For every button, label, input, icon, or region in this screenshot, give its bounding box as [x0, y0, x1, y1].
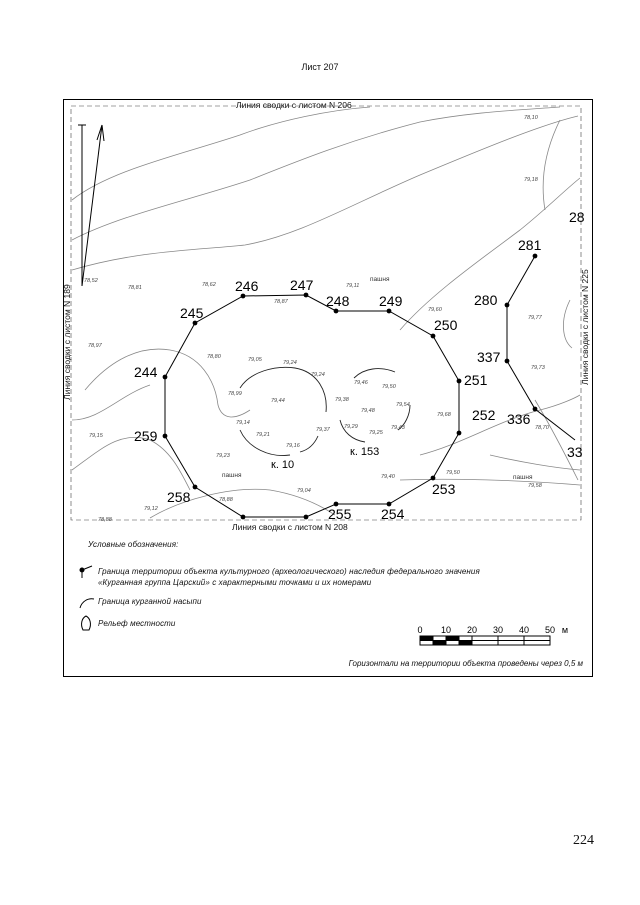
elevation-mark: 78,70 — [535, 425, 549, 431]
legend-relief-text: Рельеф местности — [98, 619, 176, 628]
elevation-mark: 79,40 — [381, 474, 395, 480]
elevation-mark: 79,77 — [528, 315, 542, 321]
elevation-mark: 79,46 — [354, 380, 368, 386]
scale-unit: м — [561, 625, 569, 635]
point-label: 249 — [379, 293, 403, 309]
scale-tick-label: 20 — [466, 625, 478, 635]
elevation-mark: 79,50 — [446, 470, 460, 476]
field-label: пашня — [370, 276, 390, 283]
elevation-mark: 78,81 — [128, 285, 142, 291]
elevation-mark: 79,21 — [256, 432, 270, 438]
point-label: 258 — [167, 489, 191, 505]
relief-icon — [82, 616, 91, 630]
elevation-mark: 79,05 — [248, 357, 262, 363]
legend-boundary-text-2: «Курганная группа Царский» с характерными точками и их номерами — [98, 578, 372, 587]
scale-tick-label: 30 — [492, 625, 504, 635]
mound-boundary-icon — [80, 599, 94, 608]
point-label: 336 — [507, 411, 531, 427]
contour-note: Горизонтали на территории объекта проведены через 0,5 м — [348, 659, 583, 668]
elevation-mark: 78,87 — [274, 299, 288, 305]
legend-mound-text: Граница курганной насыпи — [98, 597, 202, 606]
field-label: пашня — [513, 474, 533, 481]
sheet-title: Лист 207 — [301, 62, 339, 72]
elevation-mark: 78,88 — [219, 497, 233, 503]
elevation-mark: 79,68 — [437, 412, 451, 418]
elevation-mark: 79,24 — [311, 372, 325, 378]
scale-tick-label: 0 — [417, 625, 423, 635]
elevation-mark: 79,37 — [316, 427, 330, 433]
mound-boundaries — [240, 367, 410, 455]
point-label-fragment: 28 — [569, 209, 585, 225]
point-label: 280 — [474, 292, 498, 308]
elevation-mark: 79,54 — [396, 402, 410, 408]
elevation-mark: 79,25 — [369, 430, 383, 436]
north-arrow-icon — [78, 125, 104, 286]
elevation-mark: 79,11 — [346, 283, 360, 289]
elevation-mark: 78,80 — [207, 354, 221, 360]
point-label: 254 — [381, 506, 405, 522]
legend-header: Условные обозначения: — [88, 540, 179, 549]
elevation-mark: 78,99 — [228, 391, 242, 397]
point-label: 245 — [180, 305, 204, 321]
elevation-mark: 79,50 — [382, 384, 396, 390]
elevation-mark: 79,58 — [528, 483, 542, 489]
elevation-mark: 79,23 — [216, 453, 230, 459]
border-label-right: Линия сводки с листом N 225 — [580, 269, 590, 385]
relief-contours — [72, 107, 580, 518]
legend-symbols — [80, 566, 94, 630]
border-label-bottom: Линия сводки с листом N 208 — [232, 522, 348, 532]
page-number: 224 — [573, 833, 594, 848]
point-label: 250 — [434, 317, 458, 333]
point-label: 252 — [472, 407, 496, 423]
point-label: 244 — [134, 364, 158, 380]
elevation-mark: 78,62 — [202, 282, 216, 288]
mound-label: к. 153 — [350, 446, 380, 458]
border-label-top: Линия сводки с листом N 206 — [236, 100, 352, 110]
legend-boundary-text: Граница территории объекта культурного (археологического) наследия федерального значения — [98, 567, 480, 576]
scale-bar — [420, 636, 550, 645]
scale-tick-label: 50 — [544, 625, 556, 635]
elevation-mark: 79,60 — [428, 307, 442, 313]
elevation-mark: 78,10 — [524, 115, 538, 121]
point-label: 255 — [328, 506, 352, 522]
field-label: пашня — [222, 472, 242, 479]
elevation-mark: 79,43 — [391, 425, 405, 431]
point-label: 253 — [432, 481, 456, 497]
elevation-mark: 79,38 — [335, 397, 349, 403]
mound-label: к. 10 — [271, 459, 295, 471]
elevation-mark: 79,12 — [144, 506, 158, 512]
elevation-mark: 79,48 — [361, 408, 375, 414]
elevation-mark: 79,24 — [283, 360, 297, 366]
point-label: 247 — [290, 277, 314, 293]
elevation-mark: 79,14 — [236, 420, 250, 426]
point-label: 251 — [464, 372, 488, 388]
point-label-fragment: 33 — [567, 444, 583, 460]
elevation-mark: 79,16 — [286, 443, 300, 449]
scale-tick-label: 40 — [518, 625, 530, 635]
point-label: 281 — [518, 237, 542, 253]
elevation-mark: 78,97 — [88, 343, 102, 349]
elevation-mark: 79,73 — [531, 365, 545, 371]
elevation-mark: 79,15 — [89, 433, 103, 439]
point-label: 259 — [134, 428, 158, 444]
scale-tick-label: 10 — [440, 625, 452, 635]
elevation-mark: 79,44 — [271, 398, 285, 404]
elevation-mark: 79,18 — [524, 177, 538, 183]
elevation-mark: 79,04 — [297, 488, 311, 494]
point-label: 248 — [326, 293, 350, 309]
elevation-mark: 79,29 — [344, 424, 358, 430]
point-label: 337 — [477, 349, 501, 365]
elevation-mark: 78,52 — [84, 278, 98, 284]
point-label: 246 — [235, 278, 259, 294]
elevation-mark: 78,88 — [98, 517, 112, 523]
border-label-left: Линия сводки с листом N 189 — [62, 284, 72, 400]
